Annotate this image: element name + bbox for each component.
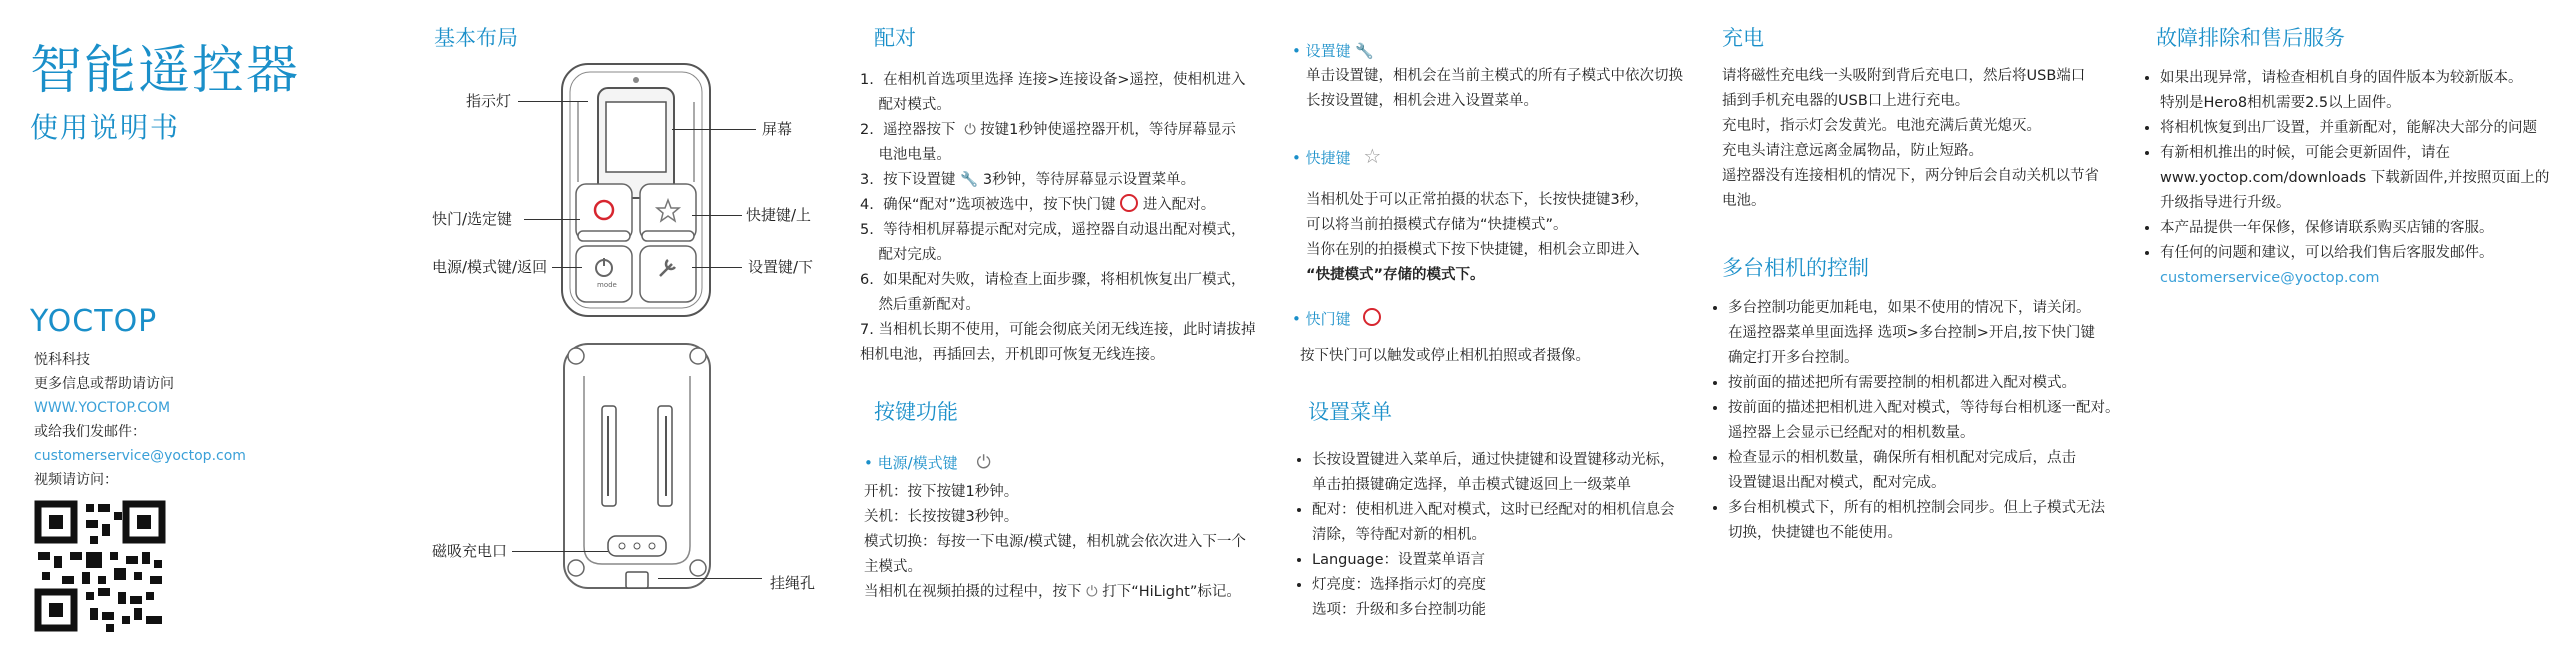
power-mode-icon: ⏻ (976, 452, 991, 473)
settings-menu-list: • 长按设置键进入菜单后，通过快捷键和设置键移动光标， 单击拍摄键确定选择，单击模式键返回上一级菜单 • 配对：使相机进入配对模式，这时已经配对的相机信息会 清除，等待配对新的相机。 • Language：设置菜单语言 • 灯亮度：选择指示灯的亮度 选项：升级和多台控制功能 (1296, 448, 1726, 623)
support-email-link[interactable]: customerservice@yoctop.com (2160, 270, 2380, 286)
multi-heading: 多台相机的控制 (1722, 256, 1869, 280)
label-settings: 设置键/下 (748, 258, 814, 276)
support-item: • 有任何的问题和建议，可以给我们售后客服发邮件。 (2160, 241, 2554, 266)
power-key-desc: 开机：按下按键1秒钟。 关机：长按按键3秒钟。 模式切换：每按一下电源/模式键，相机就会依次进入下一个 主模式。 当相机在视频拍摄的过程中，按下 ⏻ 打下“HiLight”标记。 (864, 484, 1246, 600)
menu-item: • Language：设置菜单语言 (1312, 548, 1726, 573)
manual-title: 智能遥控器 (30, 41, 301, 101)
qr-code (34, 500, 166, 632)
email-link[interactable]: customerservice@yoctop.com (34, 448, 246, 464)
settings-menu-heading: 设置菜单 (1308, 400, 1392, 424)
settings-wrench-icon: 🔧 (1355, 42, 1375, 60)
more-info-text: 更多信息或帮助请访问 (34, 376, 174, 392)
pairing-step-2: 2. 遥控器按下 ⏻ 按键1秒钟使遥控器开机，等待屏幕显示 电池电量。 (860, 118, 1260, 168)
support-item: • 本产品提供一年保修，保修请联系购买店铺的客服。 (2160, 216, 2554, 241)
shutter-icon (1120, 194, 1138, 212)
layout-heading: 基本布局 (434, 26, 518, 50)
label-charge-port: 磁吸充电口 (432, 542, 508, 560)
label-power: 电源/模式键/返回 (432, 258, 548, 276)
email-prompt: 或给我们发邮件： (34, 424, 146, 440)
manual-subtitle: 使用说明书 (30, 111, 181, 144)
multi-list (1712, 296, 2152, 546)
multi-item: • 按前面的描述把所有需要控制的相机都进入配对模式。 (1728, 371, 2152, 396)
power-key-heading: • 电源/模式键 ⏻ (864, 452, 991, 473)
power-icon: ⏻ (964, 122, 976, 138)
video-prompt: 视频请访问： (34, 472, 118, 488)
remote-back-diagram (562, 336, 712, 598)
website-link[interactable]: WWW.YOCTOP.COM (34, 400, 171, 416)
multi-item: • 多台控制功能更加耗电，如果不使用的情况下，请关闭。 在遥控器菜单里面选择 选项>多台控制>开启,按下快门键 确定打开多台控制。 (1728, 296, 2152, 371)
pairing-step-5: 5. 等待相机屏幕提示配对完成，遥控器自动退出配对模式， 配对完成。 (860, 222, 1246, 263)
brand-logo: YOCTOP (30, 304, 158, 339)
buttons-heading: 按键功能 (874, 400, 958, 424)
quick-key-heading: • 快捷键 ☆ (1292, 144, 1382, 168)
pairing-heading: 配对 (874, 26, 916, 50)
power-inline-icon: ⏻ (1081, 584, 1103, 600)
wrench-icon: 🔧 (960, 172, 979, 188)
pairing-step-1: 1. 在相机首选项里选择 连接>连接设备>遥控，使相机进入 配对模式。 (860, 72, 1246, 113)
support-list (2144, 66, 2554, 291)
menu-item: • 灯亮度：选择指示灯的亮度 (1312, 573, 1726, 598)
shutter-key-heading: • 快门键 (1292, 308, 1381, 329)
pairing-step-4: 4. 确保“配对”选项被选中，按下快门键 进入配对。 (860, 193, 1260, 218)
settings-key-desc: 单击设置键，相机会在当前主模式的所有子模式中依次切换 长按设置键，相机会进入设置菜单。 (1306, 68, 1683, 109)
menu-item: • 配对：使相机进入配对模式，这时已经配对的相机信息会 清除，等待配对新的相机。 (1312, 498, 1726, 548)
support-item: • 如果出现异常，请检查相机自身的固件版本为较新版本。 特别是Hero8相机需要2.5以上固件。 (2160, 66, 2554, 116)
support-item: • 将相机恢复到出厂设置，并重新配对，能解决大部分的问题 (2160, 116, 2554, 141)
multi-item: • 检查显示的相机数量，确保所有相机配对完成后，点击 设置键退出配对模式，配对完成。 (1728, 446, 2152, 496)
label-quick: 快捷键/上 (746, 206, 812, 224)
label-indicator: 指示灯 (466, 92, 512, 110)
label-shutter: 快门/选定键 (432, 210, 513, 228)
shutter-circle-icon (1363, 308, 1381, 326)
multi-item: • 按前面的描述把相机进入配对模式，等待每台相机逐一配对。 遥控器上会显示已经配对的相机数量。 (1728, 396, 2152, 446)
star-icon: ☆ (1363, 144, 1382, 168)
settings-key-heading: • 设置键 🔧 (1292, 42, 1375, 60)
pairing-step-6: 6. 如果配对失败，请检查上面步骤，将相机恢复出厂模式， 然后重新配对。 (860, 272, 1246, 313)
pairing-step-7: 7. 当相机长期不使用，可能会彻底关闭无线连接，此时请拔掉 相机电池，再插回去，开机即可恢复无线连接。 (860, 322, 1256, 363)
pairing-step-3: 3. 按下设置键 🔧 3秒钟，等待屏幕显示设置菜单。 (860, 172, 1196, 188)
support-heading: 故障排除和售后服务 (2156, 26, 2345, 50)
quick-key-desc: 当相机处于可以正常拍摄的状态下，长按快捷键3秒， 可以将当前拍摄模式存储为“快捷模式”。 当你在别的拍摄模式下按下快捷键，相机会立即进入 “快捷模式”存储的模式下。 (1306, 192, 1649, 283)
charging-desc: 请将磁性充电线一头吸附到背后充电口，然后将USB端口 插到手机充电器的USB口上进行充电。 充电时，指示灯会发黄光。电池充满后黄光熄灭。 充电头请注意远离金属物品，防止短路。 遥控器没有连接相机的情况下，两分钟后会自动关机以节省 电池。 (1722, 68, 2099, 209)
label-screen: 屏幕 (762, 120, 793, 138)
company-name: 悦科科技 (34, 352, 90, 368)
shutter-key-desc: 按下快门可以触发或停止相机拍照或者摄像。 (1300, 348, 1590, 364)
multi-item: • 多台相机模式下，所有的相机控制会同步。但上子模式无法 切换，快捷键也不能使用。 (1728, 496, 2152, 546)
charging-heading: 充电 (1722, 26, 1764, 50)
contact-block (34, 348, 246, 492)
svg-text:mode: mode (597, 281, 617, 289)
label-lanyard: 挂绳孔 (770, 574, 816, 592)
menu-item: • 长按设置键进入菜单后，通过快捷键和设置键移动光标， 单击拍摄键确定选择，单击模式键返回上一级菜单 (1312, 448, 1726, 498)
pairing-steps (860, 68, 1260, 368)
support-item: • 有新相机推出的时候，可能会更新固件，请在 www.yoctop.com/downloads 下载新固件,并按照页面上的 升级指导进行升级。 (2160, 141, 2554, 216)
